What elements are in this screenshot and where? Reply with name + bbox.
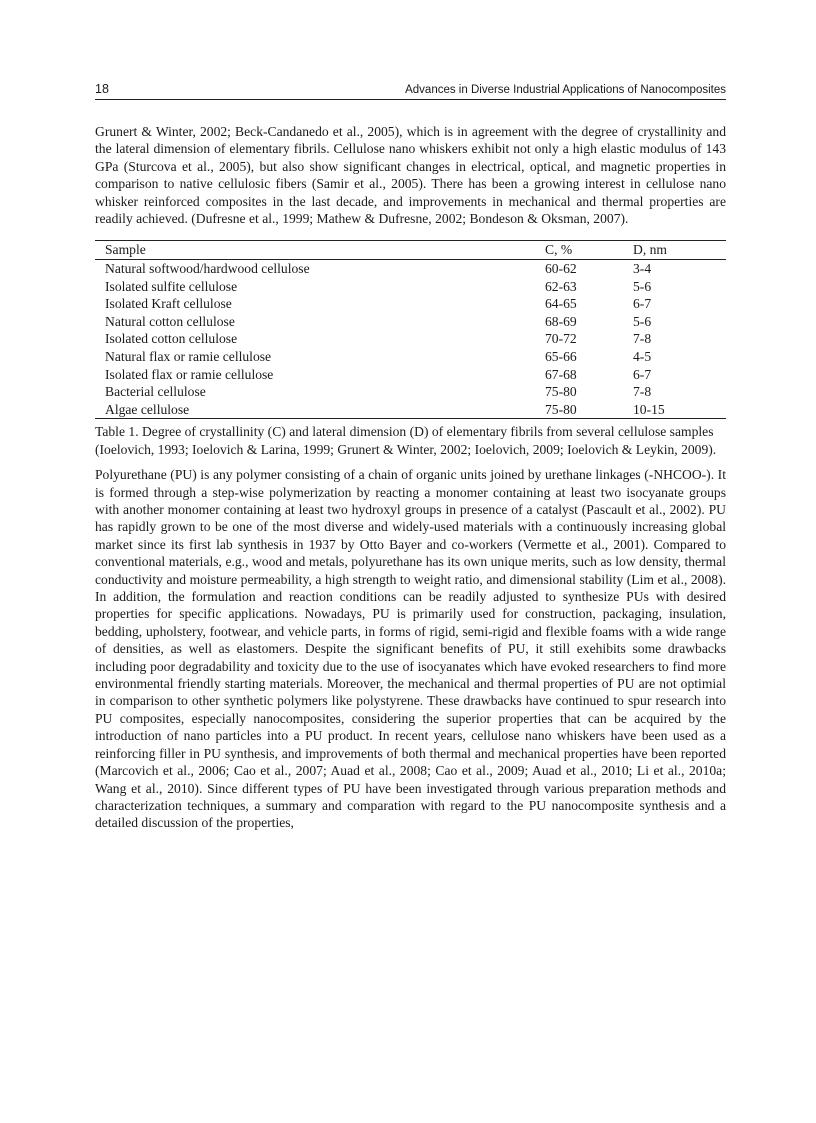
cell-d: 5-6 <box>633 313 652 329</box>
cell-sample: Bacterial cellulose <box>105 384 206 400</box>
running-header <box>95 80 726 100</box>
table-row <box>95 401 726 419</box>
table-row <box>95 330 726 348</box>
cell-d: 5-6 <box>633 278 652 294</box>
cell-d: 3-4 <box>633 261 652 277</box>
page-number: 18 <box>95 82 109 96</box>
cell-c: 75-80 <box>545 401 577 417</box>
cell-sample: Natural flax or ramie cellulose <box>105 349 272 364</box>
cell-c: 67-68 <box>545 366 577 382</box>
cell-c: 70-72 <box>545 331 577 347</box>
cell-c: 60-62 <box>545 261 577 277</box>
table-row <box>95 383 726 401</box>
running-title: Advances in Diverse Industrial Applications of Nanocomposites <box>405 84 726 96</box>
cell-sample: Isolated sulfite cellulose <box>105 278 238 294</box>
table-caption: Table 1. Degree of crystallinity (C) and lateral dimension (D) of elementary fibrils from several cellulose samples (Ioelovich, 1993; Ioelovich & Larina, 1999; Grunert & Winter, 2002; Ioelovich, 2009; Ioelovich & Leykin, 2009). <box>95 424 717 457</box>
cell-d: 7-8 <box>633 331 652 347</box>
cell-c: 64-65 <box>545 296 577 312</box>
cell-d: 7-8 <box>633 384 652 400</box>
cell-sample: Isolated Kraft cellulose <box>105 296 232 312</box>
cell-sample: Isolated cotton cellulose <box>105 331 238 347</box>
cell-d: 4-5 <box>633 349 652 364</box>
page <box>95 80 726 832</box>
cell-d: 10-15 <box>633 401 665 417</box>
cell-d: 6-7 <box>633 366 652 382</box>
cell-sample: Algae cellulose <box>105 401 190 417</box>
cell-c: 68-69 <box>545 313 577 329</box>
crystallinity-table <box>95 240 726 419</box>
table-row <box>95 295 726 313</box>
paragraph-polyurethane: Polyurethane (PU) is any polymer consisting of a chain of organic units joined by urethane linkages (-NHCOO-). It is formed through a step-wise polymerization by reacting a monomer containing at least two isocyanate groups with another monomer containing at least two hydroxyl groups in presence of a catalyst (Pascault et al., 2002). PU has rapidly grown to be one of the most diverse and widely-used materials with a continuously increasing global market since its first lab synthesis in 1937 by Otto Bayer and co-workers (Vermette et al., 2001). Compared to conventional materials, e.g., wood and metals, polyurethane has its own unique merits, such as low density, thermal conductivity and moisture permeability, a high strength to weight ratio, and dimensional stability (Lim et al., 2008). In addition, the formulation and reaction conditions can be readily adjusted to synthesize PUs with desired properties for specific applications. Nowadays, PU is primarily used for construction, packaging, insulation, bedding, upholstery, footwear, and vehicle parts, in forms of rigid, semi-rigid and flexible foams with a wide range of densities, as well as elastomers. Despite the significant benefits of PU, it still exehibits some drawbacks including poor degradability and toxicity due to the use of isocyanates which have evoked researchers to find more environmental friendly starting materials. Moreover, the mechanical and thermal properties of PU are not optimial in comparison to other synthetic polymers like polystyrene. These drawbacks have continued to spur research into PU composites, especially nanocomposites, considering the superior properties that can be acquired by the introduction of nano particles into a PU product. In recent years, cellulose nano whiskers have been used as a reinforcing filler in PU synthesis, and improvements of both thermal and mechanical properties have been reported (Marcovich et al., 2006; Cao et al., 2007; Auad et al., 2008; Cao et al., 2009; Auad et al., 2010; Li et al., 2010a; Wang et al., 2010). Since different types of PU have been investigated through various preparation methods and characterization techniques, a summary and comparation with regard to the PU nanocomposite synthesis and a detailed discussion of the properties, <box>95 467 726 831</box>
cell-c: 75-80 <box>545 384 577 400</box>
table-row <box>95 260 726 278</box>
cell-d: 6-7 <box>633 296 652 312</box>
cell-sample: Natural cotton cellulose <box>105 313 235 329</box>
table-row <box>95 313 726 331</box>
cell-sample: Natural softwood/hardwood cellulose <box>105 261 310 277</box>
column-header-dimension: D, nm <box>633 242 667 258</box>
column-header-crystallinity: C, % <box>545 242 573 258</box>
table-row <box>95 366 726 384</box>
column-header-sample: Sample <box>105 242 146 258</box>
cell-c: 62-63 <box>545 278 577 294</box>
table-row <box>95 348 726 366</box>
table-row <box>95 278 726 296</box>
cell-c: 65-66 <box>545 349 577 364</box>
cell-sample: Isolated flax or ramie cellulose <box>105 366 274 382</box>
paragraph-cellulose-whiskers: Grunert & Winter, 2002; Beck-Candanedo et al., 2005), which is in agreement with the degree of crystallinity and the lateral dimension of elementary fibrils. Cellulose nano whiskers exhibit not only a high elastic modulus of 143 GPa (Sturcova et al., 2005), but also show significant changes in electrical, optical, and magnetic properties in comparison to native cellulosic fibers (Samir et al., 2005). There has been a growing interest in cellulose nano whisker reinforced composites in the last decade, and improvements in mechanical and thermal properties are readily achieved. (Dufresne et al., 1999; Mathew & Dufresne, 2002; Bondeson & Oksman, 2007). <box>95 124 726 227</box>
table-header-row <box>95 241 726 260</box>
